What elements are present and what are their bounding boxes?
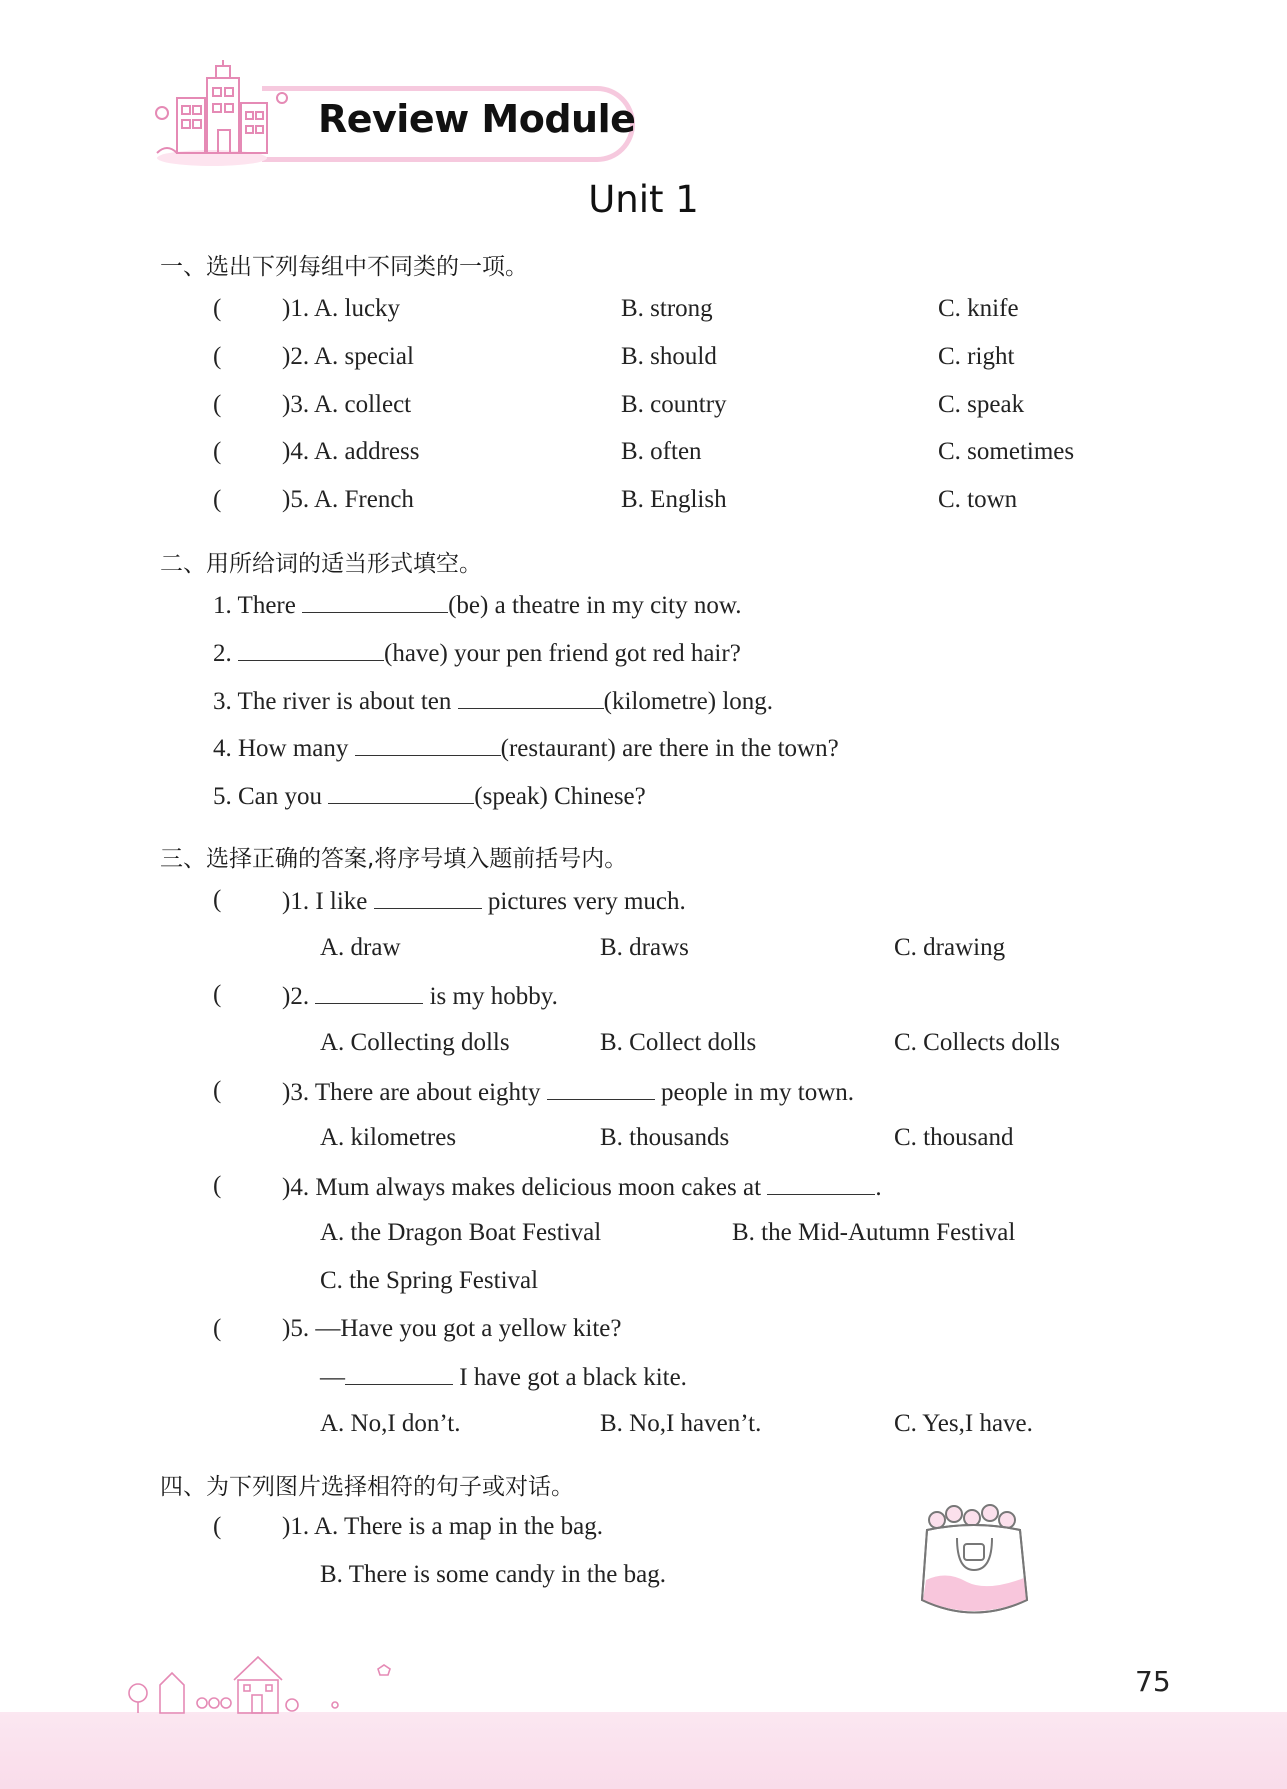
question-stem: )4. Mum always makes delicious moon cakes at . <box>282 1174 882 1201</box>
option-a: A. draw <box>320 934 401 961</box>
answer-blank <box>345 1362 453 1385</box>
option-a: A. the Dragon Boat Festival <box>320 1219 602 1246</box>
option-c: C. sometimes <box>938 438 1075 465</box>
fill-item: 1. There (be) a theatre in my city now. <box>213 592 742 619</box>
answer-paren[interactable]: ( <box>213 1513 222 1540</box>
answer-blank <box>767 1172 875 1195</box>
question-stem: )2. is my hobby. <box>282 983 558 1010</box>
option-c: C. drawing <box>894 934 1006 961</box>
answer-blank <box>547 1077 655 1100</box>
answer-paren[interactable]: ( <box>213 1172 222 1199</box>
question-stem: )1. I like pictures very much. <box>282 888 686 915</box>
question-stem: )3. A. collect <box>282 391 412 418</box>
answer-paren[interactable]: ( <box>213 981 222 1008</box>
option-b: B. No,I haven’t. <box>600 1410 762 1437</box>
option-a: A. kilometres <box>320 1124 457 1151</box>
candy-bag-picture <box>912 1500 1037 1625</box>
question-stem: )4. A. address <box>282 438 420 465</box>
section-3-heading: 三、选择正确的答案,将序号填入题前括号内。 <box>160 846 628 872</box>
option-b: B. often <box>621 438 702 465</box>
option-b: B. should <box>621 343 717 370</box>
option-c: C. knife <box>938 295 1019 322</box>
question-stem: )1. A. There is a map in the bag. <box>282 1513 603 1540</box>
option-c: C. Yes,I have. <box>894 1410 1033 1437</box>
fill-item: 2. (have) your pen friend got red hair? <box>213 640 741 667</box>
footer-band <box>0 1712 1287 1789</box>
unit-title: Unit 1 <box>588 178 699 221</box>
question-stem: )2. A. special <box>282 343 414 370</box>
fill-item: 5. Can you (speak) Chinese? <box>213 783 646 810</box>
option-b: B. English <box>621 486 727 513</box>
option-b: B. country <box>621 391 727 418</box>
answer-blank[interactable] <box>238 638 384 661</box>
option-b: B. the Mid-Autumn Festival <box>732 1219 1016 1246</box>
option-c: C. the Spring Festival <box>320 1267 539 1294</box>
answer-paren[interactable]: ( <box>213 343 222 370</box>
page-number: 75 <box>1135 1665 1171 1698</box>
section-2-heading: 二、用所给词的适当形式填空。 <box>160 551 482 577</box>
question-stem: )5. —Have you got a yellow kite? <box>282 1315 622 1342</box>
question-dialogue-line: — I have got a black kite. <box>320 1364 687 1391</box>
option-c: C. speak <box>938 391 1025 418</box>
option-c: C. right <box>938 343 1015 370</box>
answer-blank[interactable] <box>355 733 501 756</box>
school-building-icon <box>152 58 302 168</box>
option-c: C. town <box>938 486 1018 513</box>
question-stem: )1. A. lucky <box>282 295 401 322</box>
answer-blank[interactable] <box>458 686 604 709</box>
fill-item: 3. The river is about ten (kilometre) long. <box>213 688 774 715</box>
option-a: A. Collecting dolls <box>320 1029 510 1056</box>
answer-paren[interactable]: ( <box>213 1077 222 1104</box>
section-4-heading: 四、为下列图片选择相符的句子或对话。 <box>160 1474 574 1500</box>
option-b: B. strong <box>621 295 713 322</box>
answer-blank <box>315 981 423 1004</box>
fill-item: 4. How many (restaurant) are there in the town? <box>213 735 839 762</box>
question-stem: )3. There are about eighty people in my town. <box>282 1079 854 1106</box>
answer-blank <box>374 886 482 909</box>
answer-blank[interactable] <box>302 590 448 613</box>
option-c: C. Collects dolls <box>894 1029 1060 1056</box>
option-b: B. thousands <box>600 1124 730 1151</box>
answer-paren[interactable]: ( <box>213 1315 222 1342</box>
page-title: Review Module <box>318 97 636 141</box>
option-a: A. No,I don’t. <box>320 1410 461 1437</box>
answer-paren[interactable]: ( <box>213 886 222 913</box>
town-doodle-icon <box>120 1645 400 1715</box>
answer-paren[interactable]: ( <box>213 391 222 418</box>
answer-blank[interactable] <box>328 781 474 804</box>
option-b: B. draws <box>600 934 689 961</box>
question-stem: )5. A. French <box>282 486 414 513</box>
option-c: C. thousand <box>894 1124 1014 1151</box>
answer-paren[interactable]: ( <box>213 438 222 465</box>
option-b: B. There is some candy in the bag. <box>320 1561 666 1588</box>
section-1-heading: 一、选出下列每组中不同类的一项。 <box>160 254 528 280</box>
answer-paren[interactable]: ( <box>213 295 222 322</box>
option-b: B. Collect dolls <box>600 1029 757 1056</box>
answer-paren[interactable]: ( <box>213 486 222 513</box>
